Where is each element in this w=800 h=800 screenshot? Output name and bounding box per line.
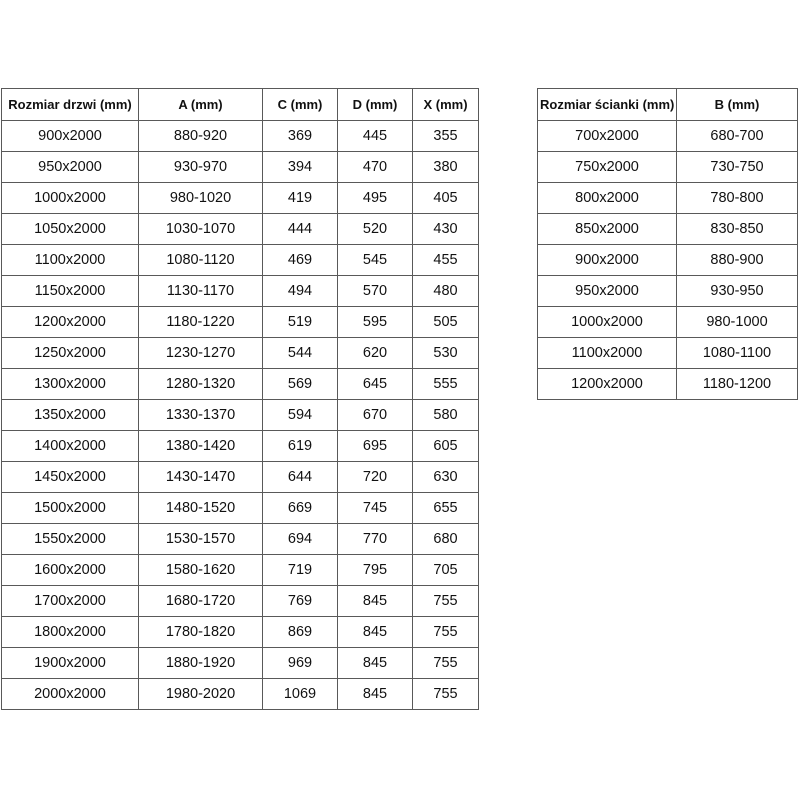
table-row <box>538 276 798 307</box>
table-cell: 1550x2000 <box>2 524 139 555</box>
table-row <box>538 183 798 214</box>
table-cell: 2000x2000 <box>2 679 139 710</box>
table-cell: 1000x2000 <box>2 183 139 214</box>
table-cell: 644 <box>263 462 338 493</box>
table-cell: 444 <box>263 214 338 245</box>
table-cell: 755 <box>413 648 479 679</box>
table-cell: 405 <box>413 183 479 214</box>
table-cell: 619 <box>263 431 338 462</box>
column-header-b: B (mm) <box>677 89 798 121</box>
table-cell: 780-800 <box>677 183 798 214</box>
table-cell: 469 <box>263 245 338 276</box>
table-cell: 530 <box>413 338 479 369</box>
table-cell: 520 <box>338 214 413 245</box>
table-cell: 1300x2000 <box>2 369 139 400</box>
table-cell: 630 <box>413 462 479 493</box>
table-cell: 755 <box>413 679 479 710</box>
table-cell: 769 <box>263 586 338 617</box>
table-row <box>538 369 798 400</box>
table-cell: 1980-2020 <box>139 679 263 710</box>
table-cell: 830-850 <box>677 214 798 245</box>
table-cell: 845 <box>338 586 413 617</box>
table-cell: 1050x2000 <box>2 214 139 245</box>
table-cell: 594 <box>263 400 338 431</box>
table-cell: 900x2000 <box>538 245 677 276</box>
table-header-row <box>2 89 479 121</box>
table-cell: 519 <box>263 307 338 338</box>
table-cell: 495 <box>338 183 413 214</box>
table-cell: 1700x2000 <box>2 586 139 617</box>
table-cell: 930-970 <box>139 152 263 183</box>
table-cell: 505 <box>413 307 479 338</box>
table-row <box>2 276 479 307</box>
table-cell: 1450x2000 <box>2 462 139 493</box>
table-cell: 930-950 <box>677 276 798 307</box>
table-cell: 355 <box>413 121 479 152</box>
table-cell: 950x2000 <box>2 152 139 183</box>
table-cell: 770 <box>338 524 413 555</box>
table-cell: 555 <box>413 369 479 400</box>
table-cell: 430 <box>413 214 479 245</box>
table-cell: 880-900 <box>677 245 798 276</box>
table-cell: 1069 <box>263 679 338 710</box>
table-cell: 1430-1470 <box>139 462 263 493</box>
table-cell: 605 <box>413 431 479 462</box>
table-row <box>2 152 479 183</box>
column-header-rozmiar-drzwi: Rozmiar drzwi (mm) <box>2 89 139 121</box>
table-row <box>538 307 798 338</box>
table-cell: 880-920 <box>139 121 263 152</box>
table-cell: 369 <box>263 121 338 152</box>
table-row <box>2 679 479 710</box>
table-cell: 1580-1620 <box>139 555 263 586</box>
table-cell: 680 <box>413 524 479 555</box>
table-row <box>2 431 479 462</box>
column-header-x: X (mm) <box>413 89 479 121</box>
door-sizes-table <box>1 88 479 710</box>
table-cell: 669 <box>263 493 338 524</box>
table-cell: 700x2000 <box>538 121 677 152</box>
table-cell: 1180-1200 <box>677 369 798 400</box>
table-cell: 1330-1370 <box>139 400 263 431</box>
table-cell: 645 <box>338 369 413 400</box>
door-sizes-table-header <box>2 89 479 121</box>
table-cell: 1900x2000 <box>2 648 139 679</box>
table-cell: 580 <box>413 400 479 431</box>
table-row <box>2 183 479 214</box>
table-cell: 1780-1820 <box>139 617 263 648</box>
table-cell: 545 <box>338 245 413 276</box>
table-cell: 1000x2000 <box>538 307 677 338</box>
table-cell: 869 <box>263 617 338 648</box>
table-cell: 845 <box>338 679 413 710</box>
table-cell: 1130-1170 <box>139 276 263 307</box>
table-row <box>2 400 479 431</box>
table-cell: 570 <box>338 276 413 307</box>
table-cell: 755 <box>413 586 479 617</box>
table-cell: 1250x2000 <box>2 338 139 369</box>
table-cell: 1230-1270 <box>139 338 263 369</box>
table-row <box>2 338 479 369</box>
column-header-rozmiar-scianki: Rozmiar ścianki (mm) <box>538 89 677 121</box>
table-cell: 419 <box>263 183 338 214</box>
table-cell: 1200x2000 <box>538 369 677 400</box>
table-row <box>538 214 798 245</box>
table-row <box>538 245 798 276</box>
table-row <box>2 462 479 493</box>
table-cell: 1100x2000 <box>538 338 677 369</box>
table-row <box>2 493 479 524</box>
door-sizes-table-body <box>2 121 479 710</box>
table-row <box>2 648 479 679</box>
table-cell: 1150x2000 <box>2 276 139 307</box>
column-header-c: C (mm) <box>263 89 338 121</box>
table-cell: 695 <box>338 431 413 462</box>
table-cell: 755 <box>413 617 479 648</box>
table-row <box>538 152 798 183</box>
table-cell: 730-750 <box>677 152 798 183</box>
table-cell: 1500x2000 <box>2 493 139 524</box>
table-cell: 394 <box>263 152 338 183</box>
table-cell: 900x2000 <box>2 121 139 152</box>
table-row <box>2 307 479 338</box>
table-cell: 380 <box>413 152 479 183</box>
table-cell: 750x2000 <box>538 152 677 183</box>
table-cell: 1080-1120 <box>139 245 263 276</box>
table-row <box>2 121 479 152</box>
wall-sizes-table <box>537 88 798 400</box>
table-cell: 470 <box>338 152 413 183</box>
table-cell: 670 <box>338 400 413 431</box>
table-cell: 694 <box>263 524 338 555</box>
table-cell: 950x2000 <box>538 276 677 307</box>
table-cell: 680-700 <box>677 121 798 152</box>
table-cell: 795 <box>338 555 413 586</box>
column-header-a: A (mm) <box>139 89 263 121</box>
table-cell: 620 <box>338 338 413 369</box>
table-row <box>2 214 479 245</box>
table-cell: 1200x2000 <box>2 307 139 338</box>
table-cell: 980-1020 <box>139 183 263 214</box>
table-row <box>538 338 798 369</box>
table-cell: 1400x2000 <box>2 431 139 462</box>
table-row <box>538 121 798 152</box>
table-cell: 544 <box>263 338 338 369</box>
wall-sizes-table-header <box>538 89 798 121</box>
table-cell: 1600x2000 <box>2 555 139 586</box>
table-header-row <box>538 89 798 121</box>
table-cell: 655 <box>413 493 479 524</box>
table-cell: 595 <box>338 307 413 338</box>
table-cell: 480 <box>413 276 479 307</box>
table-cell: 1030-1070 <box>139 214 263 245</box>
table-cell: 705 <box>413 555 479 586</box>
table-cell: 800x2000 <box>538 183 677 214</box>
table-row <box>2 524 479 555</box>
wall-sizes-table-body <box>538 121 798 400</box>
table-cell: 1880-1920 <box>139 648 263 679</box>
table-cell: 1350x2000 <box>2 400 139 431</box>
table-cell: 455 <box>413 245 479 276</box>
table-cell: 1800x2000 <box>2 617 139 648</box>
table-cell: 980-1000 <box>677 307 798 338</box>
table-cell: 1530-1570 <box>139 524 263 555</box>
table-cell: 719 <box>263 555 338 586</box>
table-row <box>2 617 479 648</box>
table-row <box>2 555 479 586</box>
table-cell: 1680-1720 <box>139 586 263 617</box>
table-row <box>2 586 479 617</box>
table-cell: 745 <box>338 493 413 524</box>
table-cell: 850x2000 <box>538 214 677 245</box>
table-cell: 445 <box>338 121 413 152</box>
column-header-d: D (mm) <box>338 89 413 121</box>
table-cell: 845 <box>338 648 413 679</box>
table-cell: 845 <box>338 617 413 648</box>
table-cell: 569 <box>263 369 338 400</box>
table-cell: 494 <box>263 276 338 307</box>
table-cell: 969 <box>263 648 338 679</box>
table-row <box>2 245 479 276</box>
table-cell: 1180-1220 <box>139 307 263 338</box>
table-cell: 1480-1520 <box>139 493 263 524</box>
table-cell: 1100x2000 <box>2 245 139 276</box>
table-row <box>2 369 479 400</box>
table-cell: 1280-1320 <box>139 369 263 400</box>
table-cell: 1080-1100 <box>677 338 798 369</box>
table-cell: 1380-1420 <box>139 431 263 462</box>
table-cell: 720 <box>338 462 413 493</box>
